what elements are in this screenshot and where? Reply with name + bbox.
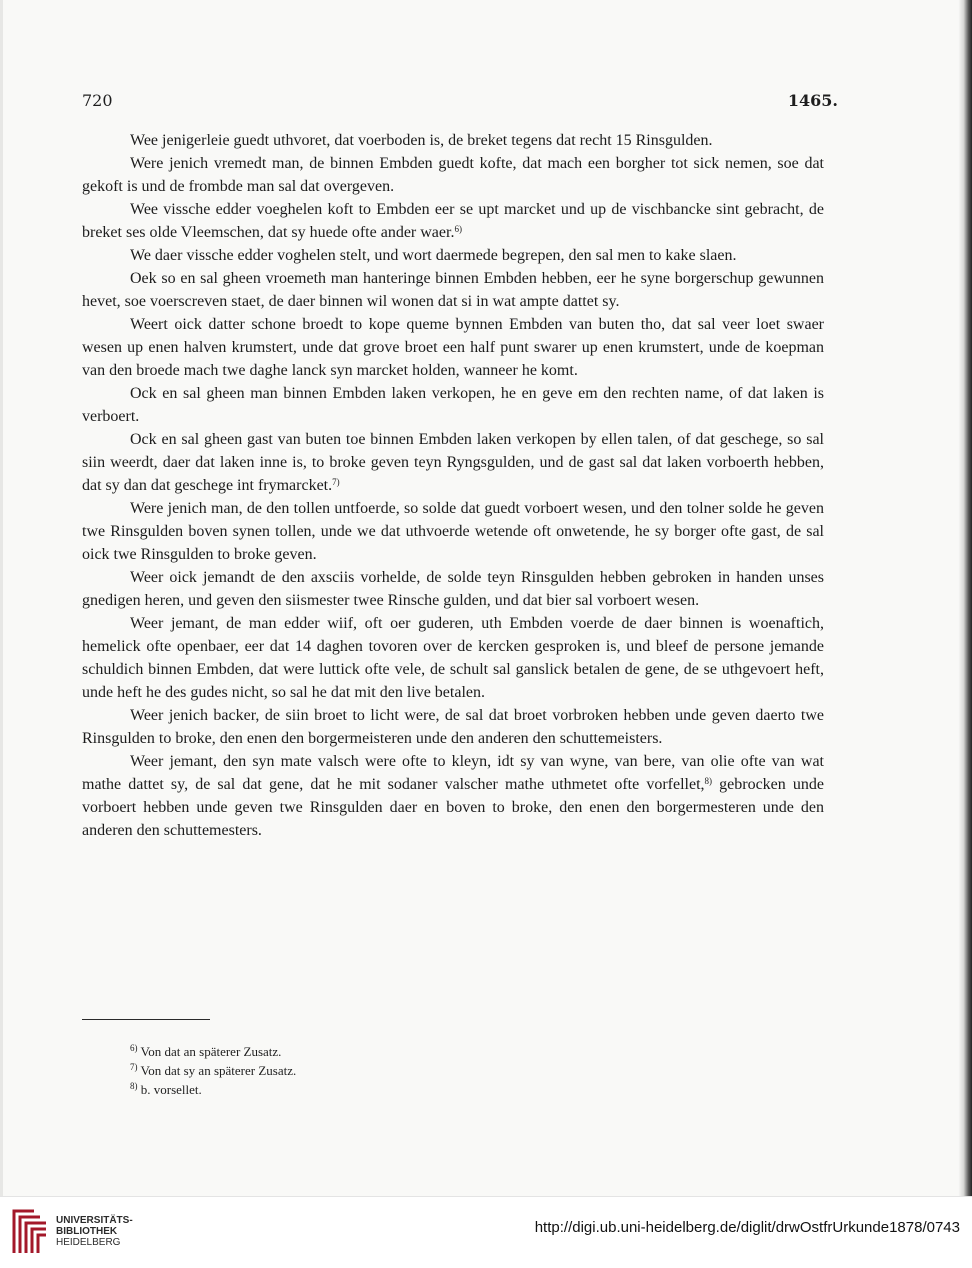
footnote-ref: 8): [704, 776, 713, 786]
paragraph: Were jenich vremedt man, de binnen Embden guedt kofte, dat mach een borgher tot sick nemen, soe dat gekoft is und de frombde man sal dat overgeven.: [82, 155, 824, 195]
footnote-mark: 8): [130, 1081, 138, 1091]
footnote-text: b. vorsellet.: [140, 1082, 202, 1097]
paragraph: We daer vissche edder voghelen stelt, und wort daermede begrepen, den sal men to kake slaen.: [130, 247, 737, 264]
running-header: [82, 91, 838, 111]
footnote: [130, 1080, 730, 1099]
footnote-text: Von dat an späterer Zusatz.: [140, 1044, 282, 1059]
paragraph: Weer jemant, de man edder wiif, oft oer guderen, uth Embden voerde de daer binnen is woenaftich, hemelick ofte openbaer, eer dat 14 daghen tovoren over de kercken gesproken is, und bleef de persone jemande schuldich binnen Embden, dat were luttick ofte vele, de schult sal ganslick betalen de gene, de se uthgevoert heft, unde heft he des gudes nicht, so sal he dat mit den live betalen.: [82, 615, 824, 701]
page-binding-edge: [958, 0, 972, 1196]
footnote-mark: 7): [130, 1062, 138, 1072]
paragraph: [82, 428, 824, 497]
paragraph: Wee jenigerleie guedt uthvoret, dat voerboden is, de breket tegens dat recht 15 Rinsgulden.: [130, 132, 713, 149]
paragraph: Ock en sal gheen man binnen Embden laken verkopen, he en geve em den rechten name, of dat laken is verboert.: [82, 385, 824, 425]
footnote-ref: 7): [332, 477, 340, 487]
page-number: 720: [82, 91, 113, 110]
paragraph: Weert oick datter schone broedt to kope queme bynnen Embden van buten tho, dat sal veer loet swaer wesen up enen halven krumstert, unde dat grove broet een half punt swarer up enen krumstert, unde de koepman van den broede mach twe daghe lanck syn marcket holden, wanneer he komt.: [82, 316, 824, 379]
permalink-url[interactable]: http://digi.ub.uni-heidelberg.de/diglit/drwOstfrUrkunde1878/0743: [534, 1219, 960, 1236]
paragraph-text: Weer jemant, den syn mate valsch were ofte to kleyn, idt sy van wyne, van bere, van olie ofte van wat mathe dattet sy, de sal dat gene, dat he mit sodaner valscher mathe uthmetet ofte vorfellet,: [82, 753, 824, 793]
paragraph-text: gebrocken unde vorboert hebben unde geven twe Rinsgulden daer en boven to broke, den enen den borgermesteren unde den anderen den schuttemesters.: [82, 776, 824, 839]
paragraph: Oek so en sal gheen vroemeth man hanteringe binnen Embden hebben, eer he syne borgerschup gewunnen hevet, soe voerscreven staet, de daer binnen wil wonen dat si in wat ampte dattet sy.: [82, 270, 824, 310]
paragraph-text: Wee vissche edder voeghelen koft to Embden eer se upt marcket und up de vischbancke sint gebracht, de breket ses olde Vleemschen, dat sy huede ofte ander waer.: [82, 201, 824, 241]
paragraph: [82, 198, 824, 244]
footnote-mark: 6): [130, 1043, 138, 1053]
footnote: [130, 1061, 730, 1080]
footnote-separator: [82, 1019, 210, 1020]
footnote: [130, 1042, 730, 1061]
paragraph: [82, 750, 824, 842]
page-left-edge: [0, 0, 3, 1196]
footnote-ref: 6): [454, 224, 462, 234]
footnotes: [130, 1042, 730, 1099]
library-name: [56, 1215, 133, 1248]
paragraph: Weer oick jemandt de den axsciis vorhelde, de solde teyn Rinsgulden hebben gebroken in handen unses gnedigen heren, und geven den siismester twee Rinsche gulden, und dat bier sal vorboert wesen.: [82, 569, 824, 609]
library-name-line: UNIVERSITÄTS-: [56, 1215, 133, 1226]
paragraph: Were jenich man, de den tollen untfoerde, so solde dat guedt vorboert wesen, und den tolner solde he geven twe Rinsgulden boven synen tollen, unde we dat uthvoerde wetende oft onwetende, he sy borger ofte gast, de sal oick twe Rinsgulden to broke geven.: [82, 500, 824, 563]
footnote-text: Von dat sy an späterer Zusatz.: [140, 1063, 297, 1078]
library-name-line: BIBLIOTHEK: [56, 1226, 118, 1237]
document-body: [82, 129, 824, 842]
running-year: 1465.: [787, 91, 838, 110]
paragraph-text: Ock en sal gheen gast van buten toe binnen Embden laken verkopen by ellen talen, of dat geschege, so sal siin weerdt, daer dat laken inne is, to broke geven teyn Ryngsgulden, und de gast sal dat laken vorboerth hebben, dat sy dan dat geschege int frymarcket.: [82, 431, 824, 494]
viewer-footer: [0, 1196, 972, 1268]
paragraph: Weer jenich backer, de siin broet to licht were, de sal dat broet vorbroken hebben unde geven daerto twe Rinsgulden to broke, den enen den borgermeisteren unde den anderen den schuttemeisters.: [82, 707, 824, 747]
library-name-line: HEIDELBERG: [56, 1237, 121, 1248]
university-library-heidelberg-logo-icon[interactable]: [10, 1207, 50, 1257]
